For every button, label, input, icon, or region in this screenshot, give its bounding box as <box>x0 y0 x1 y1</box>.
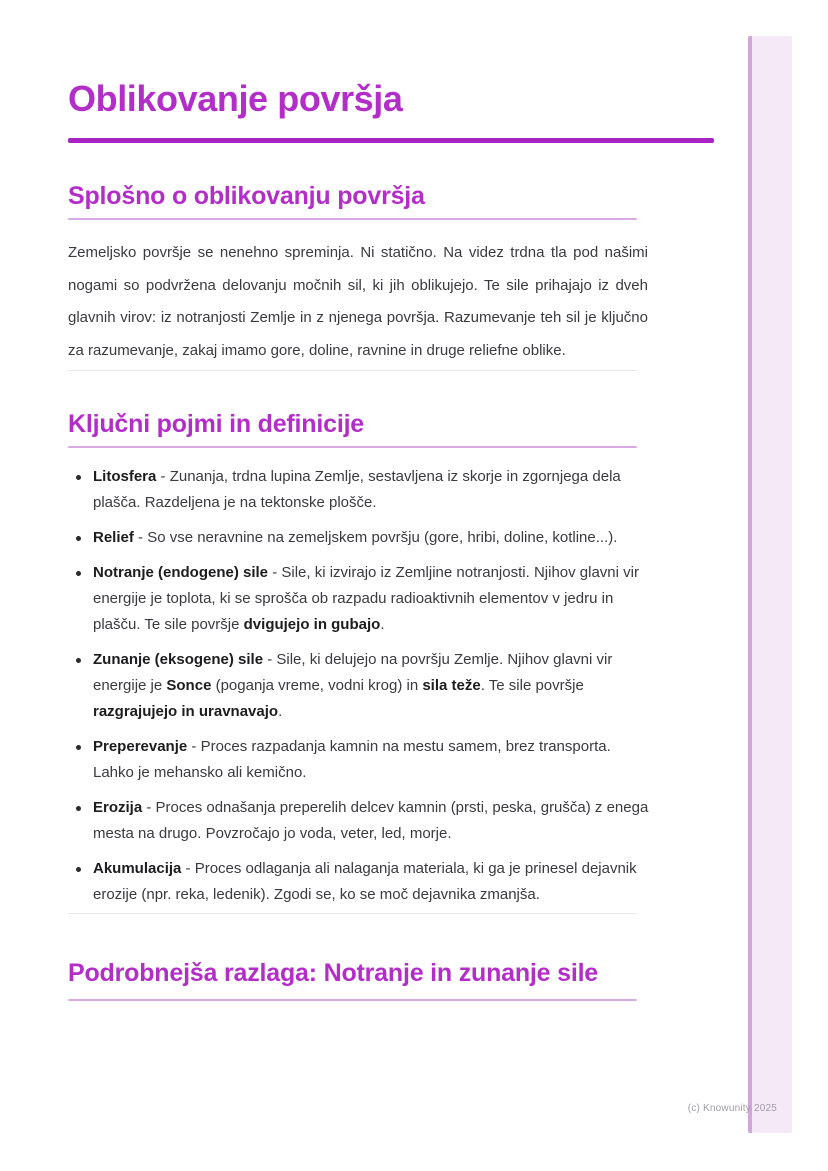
term-bold-text: Erozija <box>93 799 143 817</box>
term-list-item <box>68 795 653 847</box>
title-rule <box>68 138 714 143</box>
heading-underline <box>68 446 637 448</box>
term-regular-text: - Proces odnašanja preperelih delcev kamnin (prsti, peska, grušča) z enega mesta na drugo. Povzročajo jo voda, veter, led, morje. <box>93 799 649 843</box>
intro-paragraph: Zemeljsko površje se nenehno spreminja. Ni statično. Na videz trdna tla pod našimi nogami so podvržena delovanju močnih sil, ki jih oblikujejo. Te sile prihajajo iz dveh glavnih virov: iz notranjosti Zemlje in z njenega površja. Razumevanje teh sil je ključno za razumevanje, zakaj imamo gore, doline, ravnine in druge reliefne oblike. <box>68 244 648 359</box>
term-regular-text: - Sile, ki izvirajo iz Zemljine notranjosti. Njihov glavni vir energije je toplota, ki se sprošča ob razpadu radioaktivnih elementov v jedru in plašču. Te sile površje <box>93 564 639 634</box>
term-regular-text: - Proces odlaganja ali nalaganja materiala, ki ga je prinesel dejavnik erozije (npr. reka, ledenik). Zgodi se, ko se moč dejavnika zmanjša. <box>93 860 637 904</box>
section-divider <box>68 913 637 914</box>
section-heading-splosno: Splošno o oblikovanju površja <box>68 182 425 211</box>
term-bold-text: dvigujejo in gubajo <box>243 616 381 634</box>
term-list-item <box>68 525 653 551</box>
term-regular-text: . <box>278 703 283 721</box>
term-bold-text: Preperevanje <box>93 738 188 756</box>
page-title: Oblikovanje površja <box>68 78 403 119</box>
heading-underline <box>68 999 637 1001</box>
term-bold-text: Zunanje (eksogene) sile <box>93 651 264 669</box>
term-bold-text: Relief <box>93 529 134 547</box>
term-bold-text: sila teže <box>422 677 481 695</box>
term-regular-text: - Sile, ki delujejo na površju Zemlje. Njihov glavni vir energije je <box>93 651 613 695</box>
side-strip-decoration <box>748 36 792 1133</box>
heading-underline <box>68 218 637 220</box>
term-bold-text: Sonce <box>166 677 212 695</box>
term-bold-text: Litosfera <box>93 468 157 486</box>
section-heading-kljucni-pojmi: Ključni pojmi in definicije <box>68 410 365 439</box>
term-regular-text: . Te sile površje <box>480 677 584 695</box>
terms-list <box>68 464 653 908</box>
term-list-item <box>68 464 653 516</box>
term-list-item <box>68 734 653 786</box>
term-regular-text: - So vse neravnine na zemeljskem površju (gore, hribi, doline, kotline...). <box>133 529 618 547</box>
document-content <box>68 0 714 1001</box>
term-list-item <box>68 560 653 638</box>
term-regular-text: (poganja vreme, vodni krog) in <box>211 677 423 695</box>
term-regular-text: . <box>380 616 385 634</box>
term-list-item <box>68 647 653 725</box>
term-list-item <box>68 856 653 908</box>
term-regular-text: - Zunanja, trdna lupina Zemlje, sestavljena iz skorje in zgornjega dela plašča. Razdeljena je na tektonske plošče. <box>93 468 621 512</box>
term-bold-text: Notranje (endogene) sile <box>93 564 269 582</box>
footer-credit: (c) Knowunity 2025 <box>687 1103 777 1114</box>
term-regular-text: - Proces razpadanja kamnin na mestu samem, brez transporta. Lahko je mehansko ali kemično. <box>93 738 611 782</box>
term-bold-text: razgrajujejo in uravnavajo <box>93 703 279 721</box>
section-heading-podrobnejsa-razlaga: Podrobnejša razlaga: Notranje in zunanje sile <box>68 959 599 988</box>
section-divider <box>68 370 637 371</box>
term-bold-text: Akumulacija <box>93 860 182 878</box>
